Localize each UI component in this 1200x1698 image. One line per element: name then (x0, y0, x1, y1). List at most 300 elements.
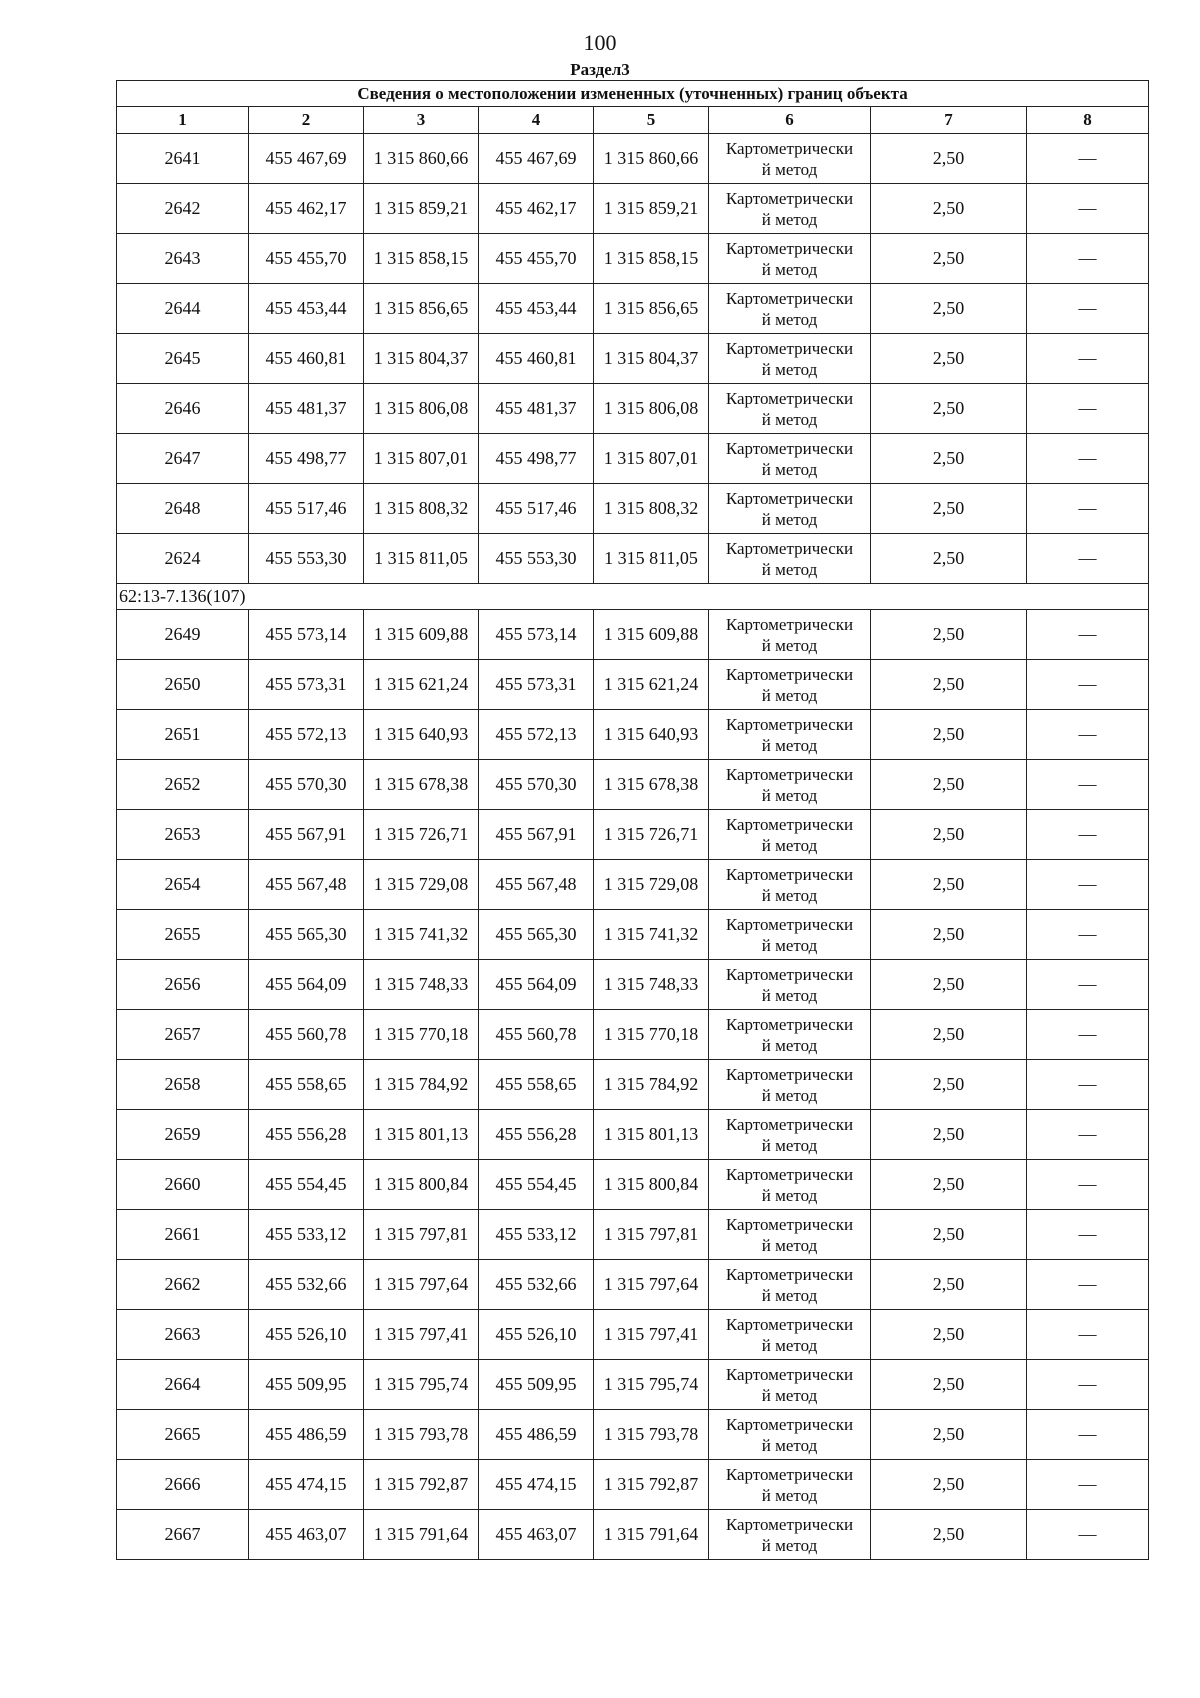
accuracy-cell: 2,50 (871, 1160, 1027, 1210)
y-new-cell: 1 315 807,01 (594, 434, 709, 484)
y-old-cell: 1 315 858,15 (364, 234, 479, 284)
method-cell (709, 1160, 871, 1210)
note-cell: — (1027, 1360, 1149, 1410)
point-number-cell: 2658 (117, 1060, 249, 1110)
y-old-cell: 1 315 791,64 (364, 1510, 479, 1560)
y-new-cell: 1 315 729,08 (594, 860, 709, 910)
table-row (117, 384, 1149, 434)
y-new-cell: 1 315 678,38 (594, 760, 709, 810)
method-line-1: Картометрически (725, 614, 854, 634)
section-title: Раздел3 (570, 60, 630, 79)
y-new-cell: 1 315 791,64 (594, 1510, 709, 1560)
table-row (117, 1360, 1149, 1410)
y-old-cell: 1 315 784,92 (364, 1060, 479, 1110)
method-cell (709, 334, 871, 384)
note-cell: — (1027, 710, 1149, 760)
method-line-1: Картометрически (725, 138, 854, 158)
x-new-cell: 455 474,15 (479, 1460, 594, 1510)
x-old-cell: 455 467,69 (249, 134, 364, 184)
y-old-cell: 1 315 859,21 (364, 184, 479, 234)
table-row (117, 760, 1149, 810)
method-line-1: Картометрически (725, 1264, 854, 1284)
table-row (117, 184, 1149, 234)
point-number-cell: 2641 (117, 134, 249, 184)
y-old-cell: 1 315 770,18 (364, 1010, 479, 1060)
note-cell: — (1027, 610, 1149, 660)
accuracy-cell: 2,50 (871, 660, 1027, 710)
method-line-1: Картометрически (725, 964, 854, 984)
x-old-cell: 455 532,66 (249, 1260, 364, 1310)
method-line-2: й метод (761, 1535, 818, 1555)
accuracy-cell: 2,50 (871, 434, 1027, 484)
method-line-2: й метод (761, 785, 818, 805)
method-line-1: Картометрически (725, 288, 854, 308)
x-new-cell: 455 573,14 (479, 610, 594, 660)
method-cell (709, 660, 871, 710)
note-cell: — (1027, 334, 1149, 384)
y-old-cell: 1 315 792,87 (364, 1460, 479, 1510)
accuracy-cell: 2,50 (871, 1060, 1027, 1110)
note-cell: — (1027, 1010, 1149, 1060)
y-old-cell: 1 315 729,08 (364, 860, 479, 910)
x-new-cell: 455 486,59 (479, 1410, 594, 1460)
table-row (117, 610, 1149, 660)
x-old-cell: 455 453,44 (249, 284, 364, 334)
point-number-cell: 2652 (117, 760, 249, 810)
table-row (117, 434, 1149, 484)
x-old-cell: 455 556,28 (249, 1110, 364, 1160)
x-old-cell: 455 463,07 (249, 1510, 364, 1560)
method-line-2: й метод (761, 259, 818, 279)
table-row (117, 234, 1149, 284)
table-row (117, 1110, 1149, 1160)
method-line-2: й метод (761, 1485, 818, 1505)
note-cell: — (1027, 184, 1149, 234)
accuracy-cell: 2,50 (871, 1360, 1027, 1410)
note-cell: — (1027, 660, 1149, 710)
method-line-2: й метод (761, 359, 818, 379)
accuracy-cell: 2,50 (871, 960, 1027, 1010)
table-row (117, 484, 1149, 534)
accuracy-cell: 2,50 (871, 710, 1027, 760)
note-cell: — (1027, 1260, 1149, 1310)
y-old-cell: 1 315 797,41 (364, 1310, 479, 1360)
point-number-cell: 2646 (117, 384, 249, 434)
point-number-cell: 2644 (117, 284, 249, 334)
table-row (117, 1210, 1149, 1260)
accuracy-cell: 2,50 (871, 1210, 1027, 1260)
x-new-cell: 455 560,78 (479, 1010, 594, 1060)
point-number-cell: 2642 (117, 184, 249, 234)
y-old-cell: 1 315 726,71 (364, 810, 479, 860)
accuracy-cell: 2,50 (871, 184, 1027, 234)
method-line-1: Картометрически (725, 1164, 854, 1184)
table-row (117, 284, 1149, 334)
y-new-cell: 1 315 856,65 (594, 284, 709, 334)
y-new-cell: 1 315 797,81 (594, 1210, 709, 1260)
method-line-2: й метод (761, 1385, 818, 1405)
table-group-row (117, 584, 1149, 610)
method-cell (709, 134, 871, 184)
method-line-2: й метод (761, 1135, 818, 1155)
method-cell (709, 484, 871, 534)
accuracy-cell: 2,50 (871, 860, 1027, 910)
x-new-cell: 455 481,37 (479, 384, 594, 434)
point-number-cell: 2654 (117, 860, 249, 910)
method-line-2: й метод (761, 1235, 818, 1255)
x-old-cell: 455 517,46 (249, 484, 364, 534)
note-cell: — (1027, 1060, 1149, 1110)
note-cell: — (1027, 1510, 1149, 1560)
table-row (117, 710, 1149, 760)
y-old-cell: 1 315 800,84 (364, 1160, 479, 1210)
point-number-cell: 2647 (117, 434, 249, 484)
y-new-cell: 1 315 741,32 (594, 910, 709, 960)
method-line-1: Картометрически (725, 438, 854, 458)
method-cell (709, 1410, 871, 1460)
y-new-cell: 1 315 797,41 (594, 1310, 709, 1360)
method-cell (709, 610, 871, 660)
y-new-cell: 1 315 801,13 (594, 1110, 709, 1160)
point-number-cell: 2651 (117, 710, 249, 760)
x-new-cell: 455 567,48 (479, 860, 594, 910)
method-cell (709, 184, 871, 234)
method-line-1: Картометрически (725, 914, 854, 934)
point-number-cell: 2662 (117, 1260, 249, 1310)
x-old-cell: 455 554,45 (249, 1160, 364, 1210)
x-old-cell: 455 481,37 (249, 384, 364, 434)
x-new-cell: 455 554,45 (479, 1160, 594, 1210)
method-cell (709, 384, 871, 434)
method-line-1: Картометрически (725, 238, 854, 258)
column-number: 4 (479, 107, 594, 134)
y-old-cell: 1 315 860,66 (364, 134, 479, 184)
y-old-cell: 1 315 640,93 (364, 710, 479, 760)
x-new-cell: 455 558,65 (479, 1060, 594, 1110)
method-line-2: й метод (761, 159, 818, 179)
point-number-cell: 2643 (117, 234, 249, 284)
y-new-cell: 1 315 811,05 (594, 534, 709, 584)
method-cell (709, 1210, 871, 1260)
x-new-cell: 455 556,28 (479, 1110, 594, 1160)
method-cell (709, 534, 871, 584)
x-old-cell: 455 526,10 (249, 1310, 364, 1360)
method-line-2: й метод (761, 509, 818, 529)
note-cell: — (1027, 284, 1149, 334)
x-old-cell: 455 558,65 (249, 1060, 364, 1110)
accuracy-cell: 2,50 (871, 1110, 1027, 1160)
note-cell: — (1027, 760, 1149, 810)
note-cell: — (1027, 1310, 1149, 1360)
y-new-cell: 1 315 784,92 (594, 1060, 709, 1110)
point-number-cell: 2656 (117, 960, 249, 1010)
method-cell (709, 1360, 871, 1410)
y-old-cell: 1 315 793,78 (364, 1410, 479, 1460)
point-number-cell: 2663 (117, 1310, 249, 1360)
y-old-cell: 1 315 811,05 (364, 534, 479, 584)
method-line-1: Картометрически (725, 1364, 854, 1384)
y-new-cell: 1 315 806,08 (594, 384, 709, 434)
x-new-cell: 455 553,30 (479, 534, 594, 584)
note-cell: — (1027, 1110, 1149, 1160)
method-line-2: й метод (761, 1185, 818, 1205)
method-line-2: й метод (761, 559, 818, 579)
table-row (117, 1310, 1149, 1360)
y-new-cell: 1 315 808,32 (594, 484, 709, 534)
point-number-cell: 2649 (117, 610, 249, 660)
group-label: 62:13-7.136(107) (117, 584, 1149, 610)
table-caption: Сведения о местоположении измененных (уточненных) границ объекта (117, 81, 1149, 107)
y-new-cell: 1 315 640,93 (594, 710, 709, 760)
note-cell: — (1027, 534, 1149, 584)
method-line-1: Картометрически (725, 664, 854, 684)
table-row (117, 134, 1149, 184)
note-cell: — (1027, 910, 1149, 960)
y-new-cell: 1 315 797,64 (594, 1260, 709, 1310)
method-line-2: й метод (761, 309, 818, 329)
point-number-cell: 2624 (117, 534, 249, 584)
method-line-2: й метод (761, 935, 818, 955)
note-cell: — (1027, 484, 1149, 534)
point-number-cell: 2665 (117, 1410, 249, 1460)
accuracy-cell: 2,50 (871, 134, 1027, 184)
table-row (117, 860, 1149, 910)
x-new-cell: 455 570,30 (479, 760, 594, 810)
method-cell (709, 434, 871, 484)
point-number-cell: 2655 (117, 910, 249, 960)
coordinates-table (116, 80, 1149, 1560)
note-cell: — (1027, 810, 1149, 860)
x-old-cell: 455 573,31 (249, 660, 364, 710)
point-number-cell: 2645 (117, 334, 249, 384)
y-new-cell: 1 315 795,74 (594, 1360, 709, 1410)
method-cell (709, 234, 871, 284)
point-number-cell: 2659 (117, 1110, 249, 1160)
accuracy-cell: 2,50 (871, 484, 1027, 534)
column-number: 1 (117, 107, 249, 134)
x-old-cell: 455 509,95 (249, 1360, 364, 1410)
x-new-cell: 455 517,46 (479, 484, 594, 534)
page-number: 100 (583, 30, 617, 55)
point-number-cell: 2653 (117, 810, 249, 860)
method-line-2: й метод (761, 885, 818, 905)
method-cell (709, 284, 871, 334)
method-line-1: Картометрически (725, 488, 854, 508)
method-line-1: Картометрически (725, 338, 854, 358)
accuracy-cell: 2,50 (871, 284, 1027, 334)
y-new-cell: 1 315 859,21 (594, 184, 709, 234)
note-cell: — (1027, 434, 1149, 484)
column-number: 2 (249, 107, 364, 134)
table-body (117, 134, 1149, 1560)
y-old-cell: 1 315 741,32 (364, 910, 479, 960)
y-old-cell: 1 315 804,37 (364, 334, 479, 384)
table-row (117, 810, 1149, 860)
table-row (117, 910, 1149, 960)
note-cell: — (1027, 134, 1149, 184)
method-line-2: й метод (761, 835, 818, 855)
method-line-1: Картометрически (725, 188, 854, 208)
x-new-cell: 455 460,81 (479, 334, 594, 384)
y-old-cell: 1 315 795,74 (364, 1360, 479, 1410)
x-old-cell: 455 560,78 (249, 1010, 364, 1060)
point-number-cell: 2650 (117, 660, 249, 710)
method-line-2: й метод (761, 635, 818, 655)
x-old-cell: 455 462,17 (249, 184, 364, 234)
method-cell (709, 1460, 871, 1510)
column-number: 6 (709, 107, 871, 134)
method-cell (709, 810, 871, 860)
column-number: 3 (364, 107, 479, 134)
x-old-cell: 455 564,09 (249, 960, 364, 1010)
method-line-2: й метод (761, 1335, 818, 1355)
x-old-cell: 455 460,81 (249, 334, 364, 384)
note-cell: — (1027, 860, 1149, 910)
x-new-cell: 455 498,77 (479, 434, 594, 484)
x-old-cell: 455 570,30 (249, 760, 364, 810)
table-row (117, 1010, 1149, 1060)
column-number: 5 (594, 107, 709, 134)
column-number: 8 (1027, 107, 1149, 134)
x-new-cell: 455 463,07 (479, 1510, 594, 1560)
point-number-cell: 2660 (117, 1160, 249, 1210)
y-new-cell: 1 315 609,88 (594, 610, 709, 660)
method-line-2: й метод (761, 1435, 818, 1455)
y-old-cell: 1 315 806,08 (364, 384, 479, 434)
accuracy-cell: 2,50 (871, 1410, 1027, 1460)
method-cell (709, 760, 871, 810)
x-new-cell: 455 532,66 (479, 1260, 594, 1310)
method-line-2: й метод (761, 409, 818, 429)
accuracy-cell: 2,50 (871, 1310, 1027, 1360)
method-cell (709, 710, 871, 760)
y-old-cell: 1 315 748,33 (364, 960, 479, 1010)
y-new-cell: 1 315 804,37 (594, 334, 709, 384)
point-number-cell: 2666 (117, 1460, 249, 1510)
x-old-cell: 455 567,48 (249, 860, 364, 910)
y-old-cell: 1 315 797,81 (364, 1210, 479, 1260)
y-old-cell: 1 315 807,01 (364, 434, 479, 484)
y-new-cell: 1 315 792,87 (594, 1460, 709, 1510)
y-old-cell: 1 315 621,24 (364, 660, 479, 710)
x-old-cell: 455 474,15 (249, 1460, 364, 1510)
x-new-cell: 455 509,95 (479, 1360, 594, 1410)
method-line-1: Картометрически (725, 1514, 854, 1534)
method-line-2: й метод (761, 735, 818, 755)
method-cell (709, 1310, 871, 1360)
method-line-2: й метод (761, 685, 818, 705)
table-row (117, 534, 1149, 584)
method-line-2: й метод (761, 1085, 818, 1105)
x-new-cell: 455 462,17 (479, 184, 594, 234)
method-cell (709, 1510, 871, 1560)
x-new-cell: 455 564,09 (479, 960, 594, 1010)
table-row (117, 1460, 1149, 1510)
method-line-1: Картометрически (725, 714, 854, 734)
method-cell (709, 1010, 871, 1060)
column-number-row (117, 107, 1149, 134)
y-new-cell: 1 315 860,66 (594, 134, 709, 184)
column-number: 7 (871, 107, 1027, 134)
point-number-cell: 2657 (117, 1010, 249, 1060)
method-line-1: Картометрически (725, 764, 854, 784)
method-line-1: Картометрически (725, 1414, 854, 1434)
table-row (117, 1060, 1149, 1110)
point-number-cell: 2664 (117, 1360, 249, 1410)
y-old-cell: 1 315 801,13 (364, 1110, 479, 1160)
x-new-cell: 455 573,31 (479, 660, 594, 710)
y-new-cell: 1 315 770,18 (594, 1010, 709, 1060)
accuracy-cell: 2,50 (871, 910, 1027, 960)
note-cell: — (1027, 1460, 1149, 1510)
y-old-cell: 1 315 808,32 (364, 484, 479, 534)
method-cell (709, 1260, 871, 1310)
y-old-cell: 1 315 609,88 (364, 610, 479, 660)
accuracy-cell: 2,50 (871, 334, 1027, 384)
y-new-cell: 1 315 726,71 (594, 810, 709, 860)
y-old-cell: 1 315 678,38 (364, 760, 479, 810)
x-new-cell: 455 467,69 (479, 134, 594, 184)
y-old-cell: 1 315 856,65 (364, 284, 479, 334)
table-row (117, 1510, 1149, 1560)
note-cell: — (1027, 1210, 1149, 1260)
method-line-1: Картометрически (725, 814, 854, 834)
x-old-cell: 455 486,59 (249, 1410, 364, 1460)
note-cell: — (1027, 1410, 1149, 1460)
y-new-cell: 1 315 858,15 (594, 234, 709, 284)
x-new-cell: 455 533,12 (479, 1210, 594, 1260)
table-row (117, 1260, 1149, 1310)
x-old-cell: 455 553,30 (249, 534, 364, 584)
x-old-cell: 455 573,14 (249, 610, 364, 660)
x-old-cell: 455 533,12 (249, 1210, 364, 1260)
accuracy-cell: 2,50 (871, 1460, 1027, 1510)
x-old-cell: 455 572,13 (249, 710, 364, 760)
method-line-1: Картометрически (725, 864, 854, 884)
x-new-cell: 455 453,44 (479, 284, 594, 334)
y-new-cell: 1 315 621,24 (594, 660, 709, 710)
table-row (117, 334, 1149, 384)
accuracy-cell: 2,50 (871, 760, 1027, 810)
method-cell (709, 960, 871, 1010)
method-cell (709, 860, 871, 910)
method-line-2: й метод (761, 209, 818, 229)
accuracy-cell: 2,50 (871, 610, 1027, 660)
method-line-1: Картометрически (725, 1464, 854, 1484)
table-row (117, 660, 1149, 710)
x-old-cell: 455 567,91 (249, 810, 364, 860)
point-number-cell: 2648 (117, 484, 249, 534)
method-line-2: й метод (761, 1035, 818, 1055)
method-line-1: Картометрически (725, 1014, 854, 1034)
method-line-1: Картометрически (725, 1314, 854, 1334)
accuracy-cell: 2,50 (871, 384, 1027, 434)
x-old-cell: 455 455,70 (249, 234, 364, 284)
y-old-cell: 1 315 797,64 (364, 1260, 479, 1310)
point-number-cell: 2661 (117, 1210, 249, 1260)
x-new-cell: 455 526,10 (479, 1310, 594, 1360)
accuracy-cell: 2,50 (871, 1010, 1027, 1060)
method-line-1: Картометрически (725, 1214, 854, 1234)
accuracy-cell: 2,50 (871, 234, 1027, 284)
method-cell (709, 1060, 871, 1110)
accuracy-cell: 2,50 (871, 534, 1027, 584)
accuracy-cell: 2,50 (871, 1260, 1027, 1310)
x-new-cell: 455 565,30 (479, 910, 594, 960)
note-cell: — (1027, 1160, 1149, 1210)
y-new-cell: 1 315 793,78 (594, 1410, 709, 1460)
method-line-2: й метод (761, 459, 818, 479)
